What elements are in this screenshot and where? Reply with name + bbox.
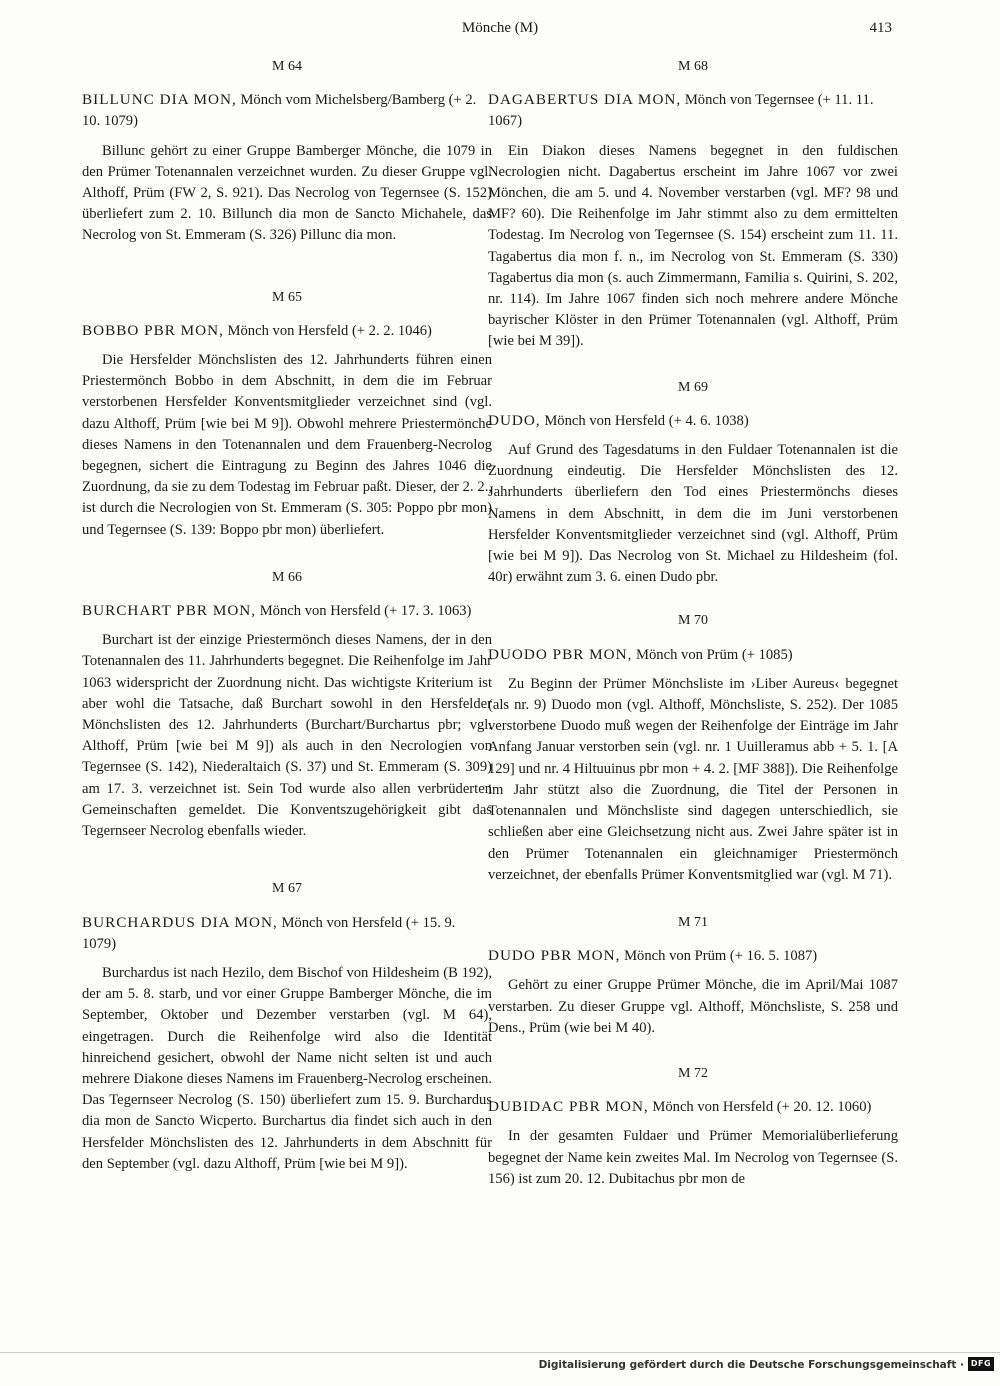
- entry-heading: [82, 912, 492, 955]
- entry-heading: [488, 89, 898, 132]
- entry: [488, 912, 898, 1039]
- entry-number: M 68: [678, 59, 708, 74]
- footer-credit: Digitalisierung gefördert durch die Deutsche Forschungsgemeinschaft ·: [538, 1359, 964, 1371]
- entry-name: DAGABERTUS DIA MON,: [488, 91, 682, 109]
- entry-heading: [82, 320, 492, 342]
- dfg-logo: DFG: [968, 1357, 994, 1371]
- entry: [488, 56, 898, 353]
- left-column: [82, 56, 492, 1175]
- entry-number: M 72: [678, 1065, 708, 1081]
- entry-name: BOBBO PBR MON,: [82, 321, 224, 339]
- entry-body: Die Hersfelder Mönchslisten des 12. Jahrhunderts führen einen Priestermönch Bobbo in dem Abschnitt, in dem die im Februar verstorbenen Hersfelder Konventsmitglieder verzeichnet sind (vgl. dazu Althoff, Prüm [wie bei M 9]). Obwohl mehrere Priestermönche dieses Namens in den Totenannalen und dem Frauenberg-Necrolog begegnen, sichert die Eintragung zu Beginn des Jahres 1046 die Zuordnung, da sie zu dem Todestag im Februar paßt. Dieser, der 2. 2., ist durch die Necrologien von St. Emmeram (S. 305: Poppo pbr mon) und Tegernsee (S. 139: Boppo pbr mon) überliefert.: [82, 352, 492, 538]
- entry-description: Mönch von Hersfeld (+ 2. 2. 1046): [223, 322, 432, 339]
- entry: [488, 610, 898, 885]
- entry-heading: [82, 89, 492, 132]
- entry-heading: [488, 945, 898, 967]
- entry-description: Mönch von Hersfeld (+ 15. 9. 1079): [82, 914, 456, 952]
- entry-name: DUDO PBR MON,: [488, 947, 621, 965]
- entry-body: Zu Beginn der Prümer Mönchsliste im ›Liber Aureus‹ begegnet (als nr. 9) Duodo mon (vgl. Althoff, Mönchsliste, S. 252). Der 1085 verstorbene Duodo muß wegen der Reihenfolge der Einträge im Jahr Anfang Januar verstorben sein (vgl. nr. 1 Uuilleramus abb + 5. 1. [A 129] und nr. 4 Hiltuuinus pbr mon + 4. 2. [MF 388]). Die Reihenfolge im Jahr stützt also die Zuordnung, die Titel der Personen in Totenannalen und Mönchsliste sind dagegen unterschiedlich, sie schließen aber eine Gleichsetzung nicht aus. Zwei Jahre später ist in den Prümer Totenannalen ein gleichnamiger Priestermönch verzeichnet, der ebenfalls Prümer Konventsmitglied war (vgl. M 71).: [488, 675, 898, 883]
- entry-description: Mönch von Hersfeld (+ 17. 3. 1063): [256, 603, 472, 620]
- entry-name: BURCHARDUS DIA MON,: [82, 913, 278, 931]
- entry: [82, 567, 492, 842]
- entry: [488, 1063, 898, 1190]
- entry-body: Billunc gehört zu einer Gruppe Bamberger Mönche, die 1079 in den Prümer Totenannalen verzeichnet wurden. Zu dieser Gruppe vgl. Althoff, Prüm (FW 2, S. 921). Das Necrolog von Tegernsee (S. 152) überliefert zum 2. 10. Billunch dia mon de Sancto Michahele, das Necrolog von St. Emmeram (S. 326) Pillunc dia mon.: [82, 142, 492, 244]
- entry-name: DUODO PBR MON,: [488, 645, 633, 663]
- entry-body: Gehört zu einer Gruppe Prümer Mönche, die im April/Mai 1087 verstarben. Zu dieser Gruppe vgl. Althoff, Mönchsliste, S. 258 und Dens., Prüm (wie bei M 40).: [488, 977, 898, 1036]
- entry-heading: [488, 1096, 898, 1118]
- entry-description: Mönch vom Michelsberg/Bamberg (+ 2. 10. 1079): [82, 92, 477, 130]
- entry: [488, 377, 898, 589]
- entry-heading: [488, 644, 898, 666]
- entry: [82, 56, 492, 247]
- entry-number: M 67: [272, 881, 302, 897]
- entry-body: In der gesamten Fuldaer und Prümer Memorialüberlieferung begegnet der Name kein zweites Mal. Im Necrolog von Tegernsee (S. 156) ist zum 20. 12. Dubitachus pbr mon de: [488, 1128, 898, 1187]
- entry-body: Burchart ist der einzige Priestermönch dieses Namens, der in den Totenannalen des 11. Jahrhunderts begegnet. Die Reihenfolge im Jahr 1063 widerspricht der Zuordnung nicht. Das wichtigste Kriterium ist aber wohl die Tatsache, daß Burchart sowohl in den Hersfelder Mönchslisten des 12. Jahrhunderts (Burchart/Burchartus pbr; vgl. Althoff, Prüm [wie bei M 9]) als auch in den Necrologien von Tegernsee (S. 142), Niederaltaich (S. 37) und St. Emmeram (S. 309) am 17. 3. verzeichnet ist. Sein Tod wurde also allen verbrüderten Gemeinschaften gemeldet. Die Konventszugehörigkeit gibt das Tegernseer Necrolog ebenfalls wieder.: [82, 632, 492, 840]
- entry-number: M 71: [678, 914, 708, 930]
- entry: [82, 878, 492, 1175]
- entry-name: DUBIDAC PBR MON,: [488, 1098, 649, 1116]
- entry-description: Mönch von Prüm (+ 1085): [632, 646, 793, 663]
- entry-description: Mönch von Hersfeld (+ 4. 6. 1038): [540, 412, 749, 429]
- entry-body: Burchardus ist nach Hezilo, dem Bischof von Hildesheim (B 192), der am 5. 8. starb, und vor einer Gruppe Bamberger Mönche, die im September, Oktober und Dezember verstarben (vgl. M 64), eingetragen. Durch die Reihenfolge wird also die Identität hinreichend gesichert, obwohl der Name nicht selten ist und auch mehrere Diakone dieses Namens im Frauenberg-Necrolog erscheinen. Das Tegernseer Necrolog (S. 150) überliefert zum 15. 9. Burchardus dia mon de Sancto Wicperto. Burchartus dia findet sich auch in den Hersfelder Mönchslisten des 12. Jahrhunderts in dem Abschnitt für den September (vgl. dazu Althoff, Prüm [wie bei M 9]).: [82, 964, 492, 1172]
- entry-name: BILLUNC DIA MON,: [82, 91, 237, 109]
- footer: [0, 1352, 1000, 1378]
- entry-name: DUDO,: [488, 411, 541, 429]
- entry-description: Mönch von Hersfeld (+ 20. 12. 1060): [648, 1099, 872, 1116]
- page-number: 413: [869, 20, 892, 36]
- entry-body: Ein Diakon dieses Namens begegnet in den fuldischen Necrologien nicht. Dagabertus erscheint im Jahre 1067 vor zwei Mönchen, die am 5. und 4. November verstarben (vgl. MF? 98 und MF? 60). Die Reihenfolge im Jahr stimmt also zu dem ermittelten Todestag. Im Necrolog von Tegernsee (S. 154) erscheint zum 11. 11. Tagabertus dia mon f. n., im Necrolog von St. Emmeram (S. 330) Tagabertus dia mon (s. auch Zimmermann, Familia s. Quirini, S. 202, nr. 114). Im Jahre 1067 finden sich noch mehrere andere Mönche bayrischer Klöster in den Prümer Totenannalen (vgl. Althoff, Prüm [wie bei M 39]).: [488, 142, 898, 350]
- entry-number: M 70: [678, 613, 708, 629]
- entry-number: M 65: [272, 289, 302, 305]
- entry-heading: [488, 410, 898, 432]
- entry-body: Auf Grund des Tagesdatums in den Fuldaer Totenannalen ist die Zuordnung eindeutig. Die Hersfelder Mönchslisten des 12. Jahrhunderts überliefern den Tod eines Priestermönchs dieses Namens in dem Abschnitt, in dem die im Juni verstorbenen Hersfelder Konventsmitglieder verzeichnet sind (vgl. Althoff, Prüm [wie bei M 9]). Das Necrolog von St. Michael zu Hildesheim (fol. 40r) erwähnt zum 3. 6. einen Dudo pbr.: [488, 442, 898, 586]
- running-head: [0, 20, 1000, 42]
- entry-description: Mönch von Tegernsee (+ 11. 11. 1067): [488, 92, 874, 130]
- entry-number: M 66: [272, 569, 302, 585]
- right-column: [488, 56, 898, 1190]
- entry-number: M 69: [678, 379, 708, 395]
- entry-name: BURCHART PBR MON,: [82, 602, 257, 620]
- entry: [82, 287, 492, 541]
- page-title: Mönche (M): [461, 20, 539, 36]
- entry-description: Mönch von Prüm (+ 16. 5. 1087): [620, 948, 818, 965]
- entry-heading: [82, 600, 492, 622]
- entry-number: M 64: [272, 59, 302, 74]
